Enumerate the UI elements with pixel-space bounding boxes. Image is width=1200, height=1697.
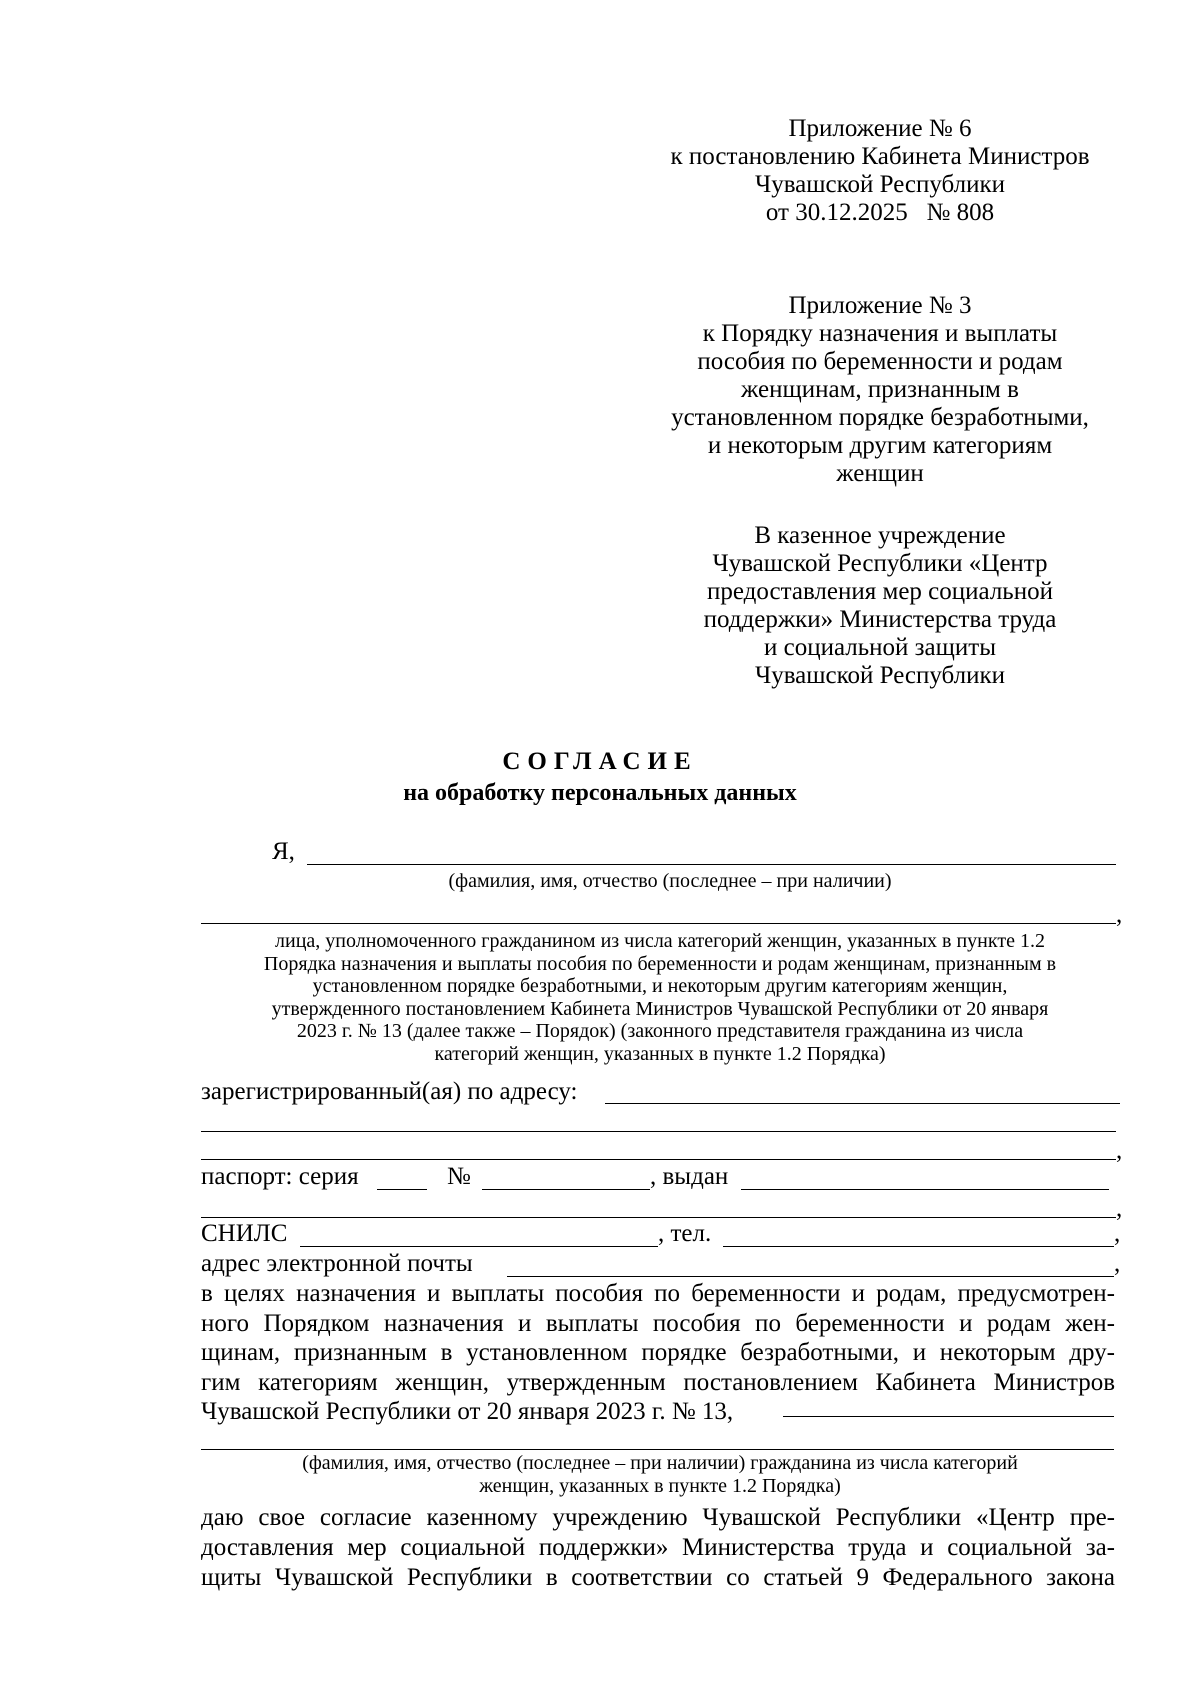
citizen-caption-line: (фамилия, имя, отчество (последнее – при наличии) гражданина из числа категорий: [302, 1452, 1018, 1474]
passport-number-label: №: [447, 1163, 471, 1190]
appendix-3-line: женщинам, признанным в: [741, 376, 1019, 403]
appendix-3-line: к Порядку назначения и выплаты: [702, 320, 1058, 347]
address-field-line-2[interactable]: [201, 1131, 1116, 1132]
passport-issued-label: , выдан: [650, 1163, 729, 1190]
recipient-line: В казенное учреждение: [754, 522, 1006, 549]
appendix-6-line: Чувашской Республики: [754, 171, 1006, 198]
recipient-line: предоставления мер социальной: [707, 578, 1053, 605]
appendix-6-line: от 30.12.2025 № 808: [765, 199, 995, 226]
appendix-3-line: и некоторым другим категориям: [707, 432, 1053, 459]
appendix-3-line: женщин: [836, 460, 924, 487]
comma: ,: [1114, 1220, 1121, 1247]
representative-caption-line: Порядка назначения и выплаты пособия по беременности и родам женщинам, признанным в: [263, 952, 1057, 975]
passport-series-label: паспорт: серия: [201, 1163, 359, 1190]
fio-continuation-line[interactable]: [201, 923, 1116, 924]
appendix-3-line: установленном порядке безработными,: [671, 404, 1089, 431]
representative-caption-line: лица, уполномоченного гражданином из числа категорий женщин, указанных в пункте 1.2: [275, 930, 1045, 952]
appendix-3-header: [640, 292, 1120, 488]
phone-label: , тел.: [658, 1220, 712, 1247]
representative-caption-line: 2023 г. № 13 (далее также – Порядок) (законного представителя гражданина из числа: [296, 1020, 1024, 1042]
representative-caption-line: утвержденного постановлением Кабинета Министров Чувашской Республики от 20 января: [271, 997, 1049, 1020]
passport-issued-field[interactable]: [741, 1189, 1109, 1190]
address-field-line[interactable]: [605, 1103, 1120, 1104]
passport-number-field[interactable]: [482, 1189, 650, 1190]
consent-line: щиты Чувашской Республики в соответствии со статьей 9 Федерального закона: [201, 1564, 1115, 1591]
recipient-line: поддержки» Министерства труда: [703, 606, 1057, 633]
purpose-paragraph: [201, 1279, 1115, 1427]
i-label: Я,: [272, 838, 295, 865]
purpose-line: щинам, признанным в установленном порядке безработными, и некоторым дру-: [201, 1339, 1115, 1366]
citizen-name-field-2[interactable]: [201, 1449, 1114, 1450]
comma: ,: [1116, 1195, 1123, 1222]
appendix-3-line: Приложение № 3: [788, 292, 972, 319]
citizen-caption-line: женщин, указанных в пункте 1.2 Порядка): [479, 1474, 841, 1497]
representative-caption-line: категорий женщин, указанных в пункте 1.2 Порядка): [434, 1042, 886, 1065]
citizen-caption: [180, 1452, 1140, 1497]
email-label: адрес электронной почты: [201, 1250, 473, 1277]
citizen-name-field[interactable]: [783, 1416, 1114, 1417]
recipient-line: Чувашской Республики: [754, 662, 1006, 689]
purpose-line: ного Порядком назначения и выплаты пособия по беременности и родам жен-: [201, 1309, 1115, 1337]
recipient-block: [640, 522, 1120, 690]
purpose-line: в целях назначения и выплаты пособия по беременности и родам, предусмотрен-: [201, 1280, 1115, 1307]
recipient-line: и социальной защиты: [763, 634, 996, 661]
appendix-6-line: Приложение № 6: [788, 115, 972, 142]
document-title: СОГЛАСИЕ: [502, 748, 698, 775]
fio-field-line[interactable]: [307, 864, 1116, 865]
fio-caption: [200, 870, 1140, 893]
consent-line: доставления мер социальной поддержки» Министерства труда и социальной за-: [201, 1534, 1115, 1561]
purpose-line: Чувашской Республики от 20 января 2023 г. № 13,: [201, 1398, 734, 1425]
appendix-3-line: пособия по беременности и родам: [697, 348, 1063, 375]
consent-line: даю свое согласие казенному учреждению Чувашской Республики «Центр пре-: [201, 1504, 1115, 1531]
fio-caption-text: (фамилия, имя, отчество (последнее – при наличии): [448, 870, 892, 892]
comma: ,: [1114, 1250, 1121, 1277]
purpose-line: гим категориям женщин, утвержденным постановлением Кабинета Министров: [201, 1368, 1115, 1396]
snils-label: СНИЛС: [201, 1220, 288, 1247]
snils-field[interactable]: [300, 1246, 658, 1247]
comma: ,: [1116, 901, 1123, 928]
document-subtitle: на обработку персональных данных: [403, 780, 797, 806]
passport-issued-field-2[interactable]: [201, 1217, 1116, 1218]
email-field[interactable]: [507, 1276, 1114, 1277]
consent-paragraph: [201, 1503, 1115, 1593]
address-field-line-3[interactable]: [201, 1159, 1116, 1160]
representative-caption-line: установленном порядке безработными, и некоторым другим категориям женщин,: [312, 975, 1008, 997]
representative-caption: [180, 930, 1140, 1065]
recipient-line: Чувашской Республики «Центр: [712, 550, 1048, 577]
address-label: зарегистрированный(ая) по адресу:: [201, 1078, 578, 1105]
comma: ,: [1116, 1137, 1123, 1164]
appendix-6-line: к постановлению Кабинета Министров: [670, 143, 1090, 170]
appendix-6-header: [640, 115, 1120, 227]
passport-series-field[interactable]: [377, 1189, 427, 1190]
phone-field[interactable]: [723, 1246, 1114, 1247]
